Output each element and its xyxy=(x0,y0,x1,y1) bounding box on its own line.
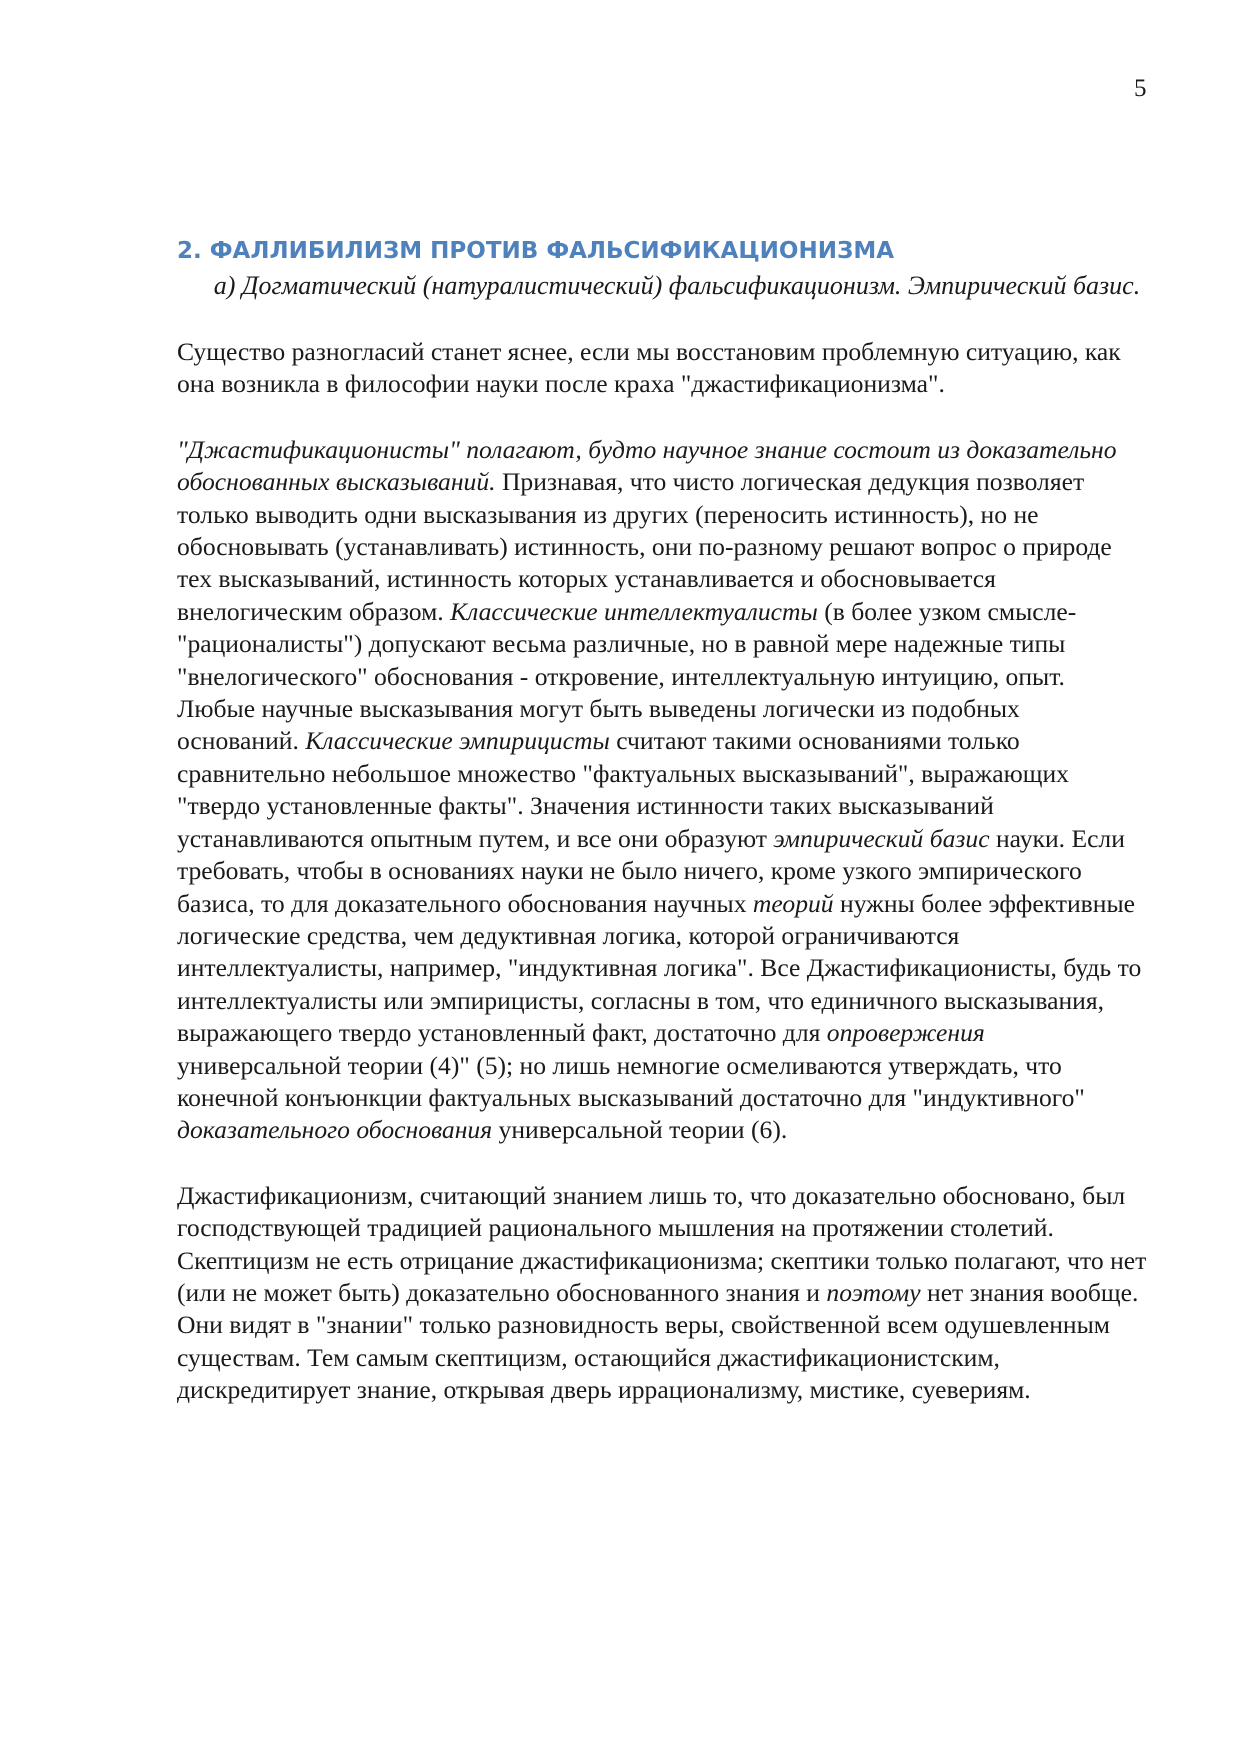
emphasis-text: Классические интеллектуалисты xyxy=(450,596,818,626)
emphasis-text: Классические эмпирицисты xyxy=(305,726,610,756)
section-title: 2. ФАЛЛИБИЛИЗМ ПРОТИВ ФАЛЬСИФИКАЦИОНИЗМА xyxy=(177,238,895,264)
emphasis-text: "Джастификационисты" полагают, будто научное знание состоит из доказательно обоснованных высказываний. xyxy=(177,434,1117,497)
paragraph-3 xyxy=(177,1180,1147,1407)
paragraph-text: науки. Если требовать, чтобы в основаниях науки не было ничего, кроме узкого эмпирического базиса, то для доказательного обоснования научных xyxy=(177,823,1125,918)
paragraph-text: считают такими основаниями только сравнительно небольшое множество "фактуальных высказываний", выражающих "твердо установленные факты". Значения истинности таких высказываний устанавливаются опытным путем, и все они образуют xyxy=(177,726,1069,853)
paragraph-text: Джастификационизм, считающий знанием лишь то, что доказательно обосновано, был господствующей традицией рационального мышления на протяжении столетий. Скептицизм не есть отрицание джастификационизма; скептики только полагают, что нет (или не может быть) доказательно обоснованного знания и xyxy=(177,1180,1147,1307)
emphasis-text: поэтому xyxy=(826,1277,921,1307)
paragraph-text: (в более узком смысле-"рационалисты") допускают весьма различные, но в равной мере надежные типы "внелогического" обоснования - откровение, интеллектуальную интуицию, опыт. Любые научные высказывания могут быть выведены логически из подобных оснований. xyxy=(177,596,1077,756)
page-number: 5 xyxy=(1134,75,1147,102)
section-subtitle: а) Догматический (натуралистический) фальсификационизм. Эмпирический базис. xyxy=(213,271,1141,300)
paragraph-text: универсальной теории (6). xyxy=(492,1115,788,1145)
paragraph-2 xyxy=(177,434,1147,1147)
paragraph-text: Признавая, что чисто логическая дедукция позволяет только выводить одни высказывания из других (переносить истинность), но не обосновывать (устанавливать) истинность, они по-разному решают вопрос о природе тех высказываний, истинность которых устанавливается и обосновывается внелогическим образом. xyxy=(177,467,1112,626)
paragraph-text: универсальной теории (4)" (5); но лишь немногие осмеливаются утверждать, что конечной конъюнкции фактуальных высказываний достаточно для "индуктивного" xyxy=(177,1050,1085,1112)
document-body xyxy=(177,235,1147,1407)
paragraph-1 xyxy=(177,336,1147,401)
emphasis-text: опровержения xyxy=(826,1018,985,1048)
emphasis-text: теорий xyxy=(752,888,834,918)
emphasis-text: эмпирический базис xyxy=(773,823,990,853)
paragraph-text: нужны более эффективные логические средства, чем дедуктивная логика, которой ограничиваются интеллектуалисты, например, "индуктивная логика". Все Джастификационисты, будь то интеллектуалисты или эмпирицисты, согласны в том, что единичного высказывания, выражающего твердо установленный факт, достаточно для xyxy=(177,888,1142,1048)
paragraph-text: Существо разногласий станет яснее, если мы восстановим проблемную ситуацию, как она возникла в философии науки после краха "джастификационизма". xyxy=(177,337,1121,399)
paragraph-text: нет знания вообще. Они видят в "знании" только разновидность веры, свойственной всем одушевленным существам. Тем самым скептицизм, остающийся джастификационистским, дискредитирует знание, открывая дверь иррационализму, мистике, суевериям. xyxy=(177,1277,1139,1405)
emphasis-text: доказательного обоснования xyxy=(177,1115,493,1145)
